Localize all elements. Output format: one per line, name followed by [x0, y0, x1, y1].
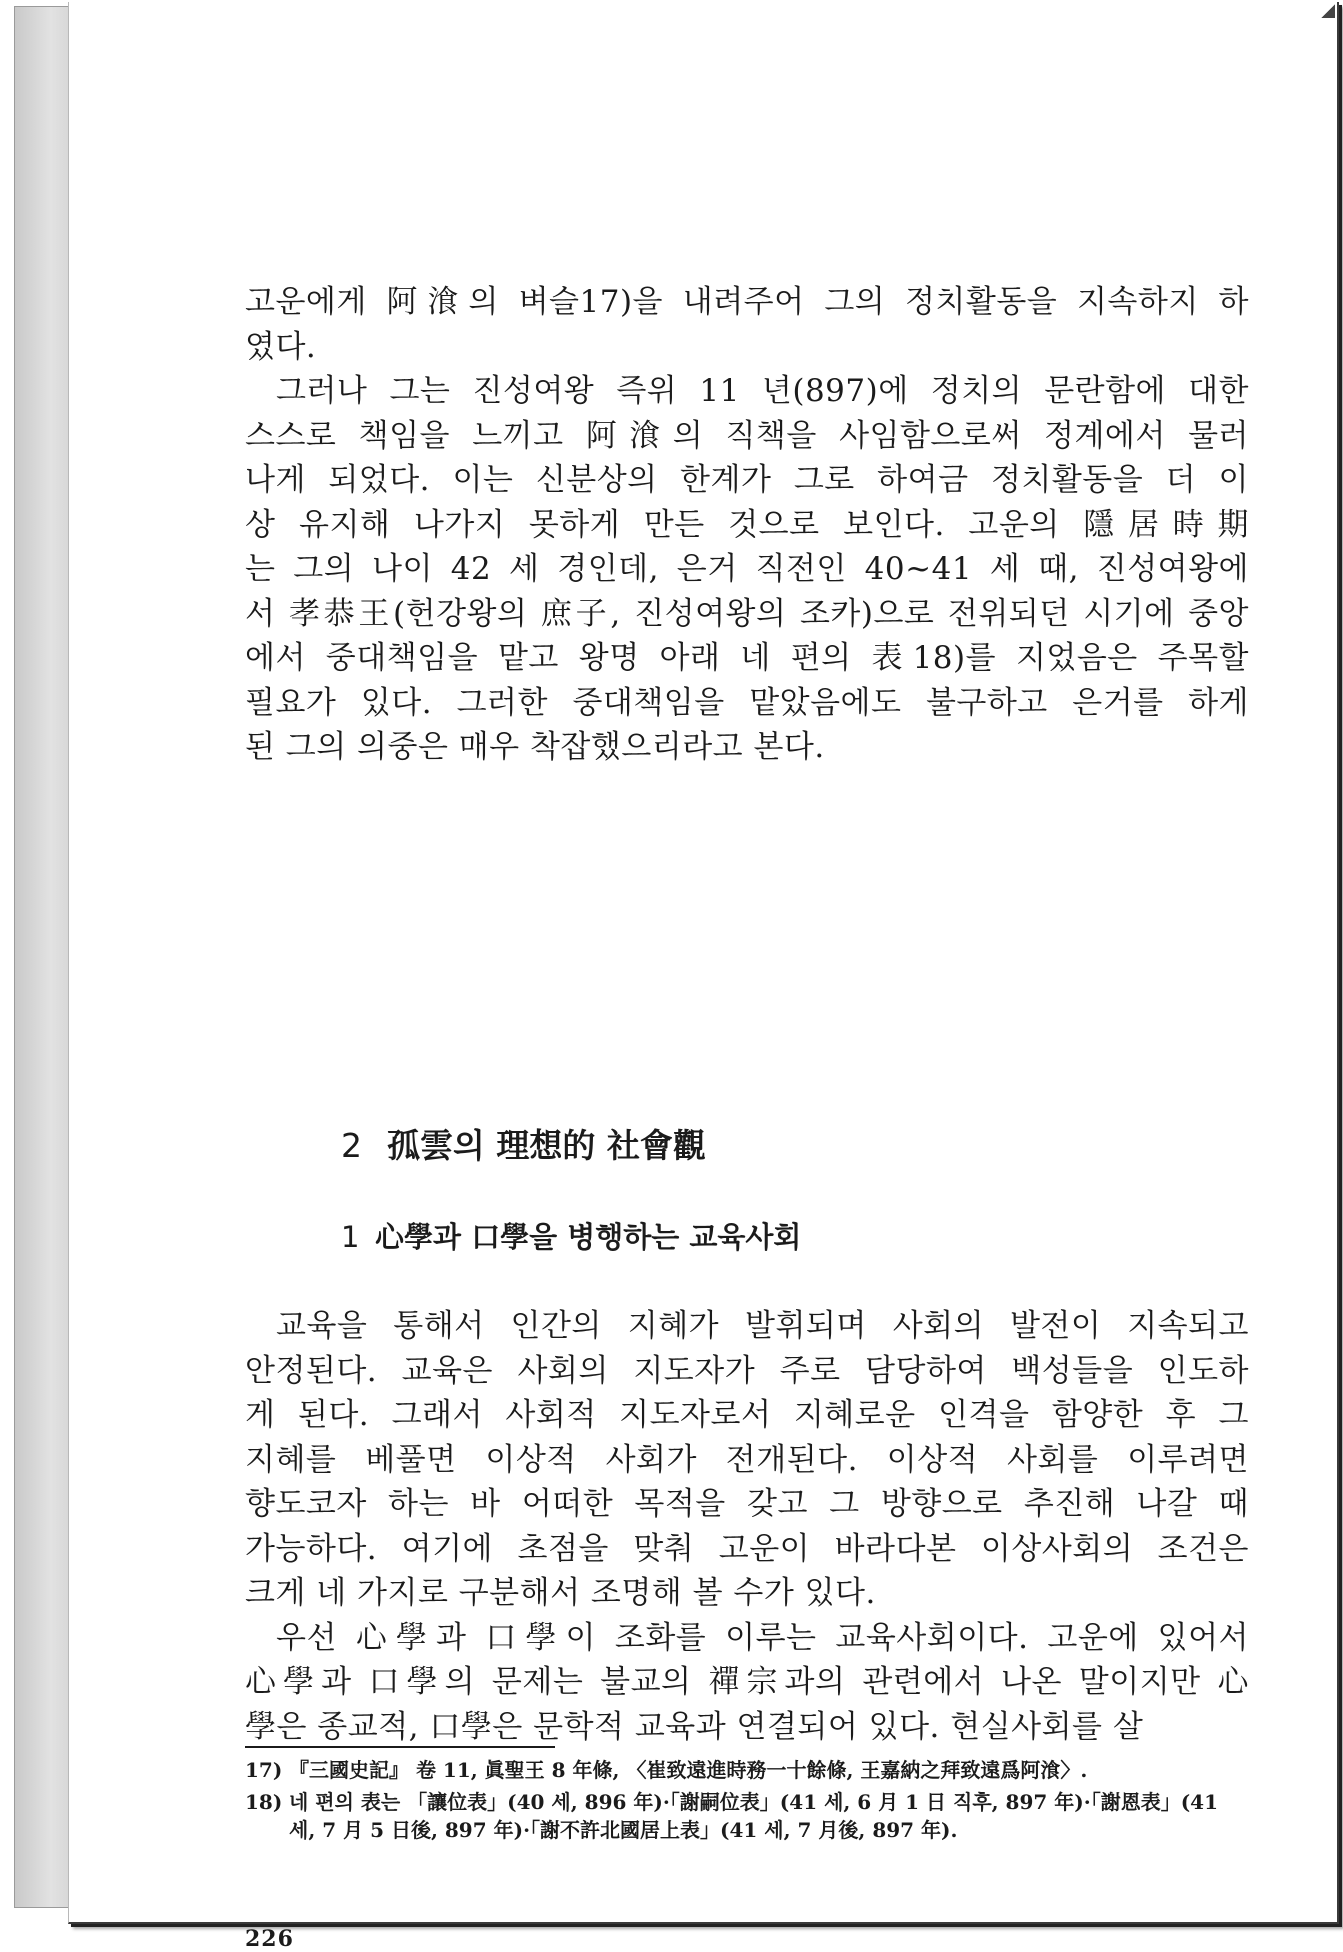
text-line: 게 된다. 그래서 사회적 지도자로서 지혜로운 인격을 함양한 후 그	[245, 1397, 1249, 1433]
paragraph	[245, 1304, 1249, 1616]
text-line: 향도코자 하는 바 어떠한 목적을 갖고 그 방향으로 추진해 나갈 때	[245, 1486, 1249, 1522]
footnote-mark: 18)	[245, 1790, 283, 1814]
section-title-text: 孤雲의 理想的 社會觀	[387, 1126, 706, 1165]
footnote-text: 네 편의 表는 「讓位表」(40 세, 896 年)·「謝嗣位表」(41 세, 6 月 1 日 직후, 897 年)·「謝恩表」(41 세, 7 月 5 日後, 897 年)·「謝不許北國居上表」(41 세, 7 月後, 897 年).	[289, 1790, 1218, 1842]
footnote-rule	[245, 1746, 555, 1748]
text-line: 안정된다. 교육은 사회의 지도자가 주로 담당하여 백성들을 인도하	[245, 1352, 1249, 1389]
paragraph	[245, 280, 1249, 369]
text-line: 學은 종교적, 口學은 문학적 교육과 연결되어 있다. 현실사회를 살	[245, 1708, 1144, 1745]
paragraph	[245, 1616, 1249, 1750]
text-line: 나게 되었다. 이는 신분상의 한계가 그로 하여금 정치활동을 더 이	[245, 462, 1249, 498]
text-line: 지혜를 베풀면 이상적 사회가 전개된다. 이상적 사회를 이루려면	[245, 1441, 1249, 1478]
text-line: 상 유지해 나가지 못하게 만든 것으로 보인다. 고운의 隱居時期	[245, 506, 1249, 543]
text-line: 필요가 있다. 그러한 중대책임을 맡았음에도 불구하고 은거를 하게	[245, 684, 1249, 721]
section-heading	[341, 1120, 706, 1167]
text-line: 서 孝恭王(헌강왕의 庶子, 진성여왕의 조카)으로 전위되던 시기에 중앙	[245, 595, 1249, 632]
subsection-heading	[341, 1215, 801, 1256]
book-page	[68, 2, 1339, 1952]
text-line: 스스로 책임을 느끼고 阿湌의 직책을 사임함으로써 정계에서 물러	[245, 417, 1249, 454]
section-number: 2	[341, 1126, 362, 1165]
text-line: 된 그의 의중은 매우 착잡했으리라고 본다.	[245, 729, 825, 765]
page-corner	[1321, 4, 1335, 18]
body-text-top	[245, 280, 1249, 770]
text-line: 크게 네 가지로 구분해서 조명해 볼 수가 있다.	[245, 1575, 876, 1611]
subsection-title-text: 心學과 口學을 병행하는 교육사회	[375, 1220, 802, 1254]
footnote-text: 『三國史記』 卷 11, 眞聖王 8 年條, 〈崔致遠進時務一十餘條, 王嘉納之拜致遠爲阿湌〉.	[289, 1758, 1088, 1782]
text-line: 心學과 口學의 문제는 불교의 禪宗과의 관련에서 나온 말이지만 心	[245, 1664, 1249, 1700]
book-edge	[14, 6, 76, 1908]
page-number: 226	[245, 1926, 294, 1952]
text-line: 는 그의 나이 42 세 경인데, 은거 직전인 40~41 세 때, 진성여왕에	[245, 551, 1249, 587]
footnotes	[245, 1756, 1249, 1848]
subsection-number: 1	[341, 1220, 360, 1254]
footnote	[245, 1756, 1249, 1784]
text-line: 에서 중대책임을 맡고 왕명 아래 네 편의 表18)를 지었음은 주목할	[245, 640, 1249, 676]
page-content	[245, 280, 1249, 1952]
text-line: 고운에게 阿湌의 벼슬17)을 내려주어 그의 정치활동을 지속하지 하	[245, 284, 1249, 320]
text-line: 그러나 그는 진성여왕 즉위 11 년(897)에 정치의 문란함에 대한	[276, 373, 1249, 409]
body-text-bottom	[245, 1304, 1249, 1749]
text-line: 가능하다. 여기에 초점을 맞춰 고운이 바라다본 이상사회의 조건은	[245, 1530, 1249, 1567]
text-line: 우선 心學과 口學이 조화를 이루는 교육사회이다. 고운에 있어서	[276, 1619, 1249, 1656]
footnote-mark: 17)	[245, 1758, 283, 1782]
text-line: 였다.	[245, 328, 317, 365]
paragraph	[245, 369, 1249, 770]
footnote	[245, 1788, 1249, 1844]
text-line: 교육을 통해서 인간의 지혜가 발휘되며 사회의 발전이 지속되고	[276, 1308, 1249, 1344]
